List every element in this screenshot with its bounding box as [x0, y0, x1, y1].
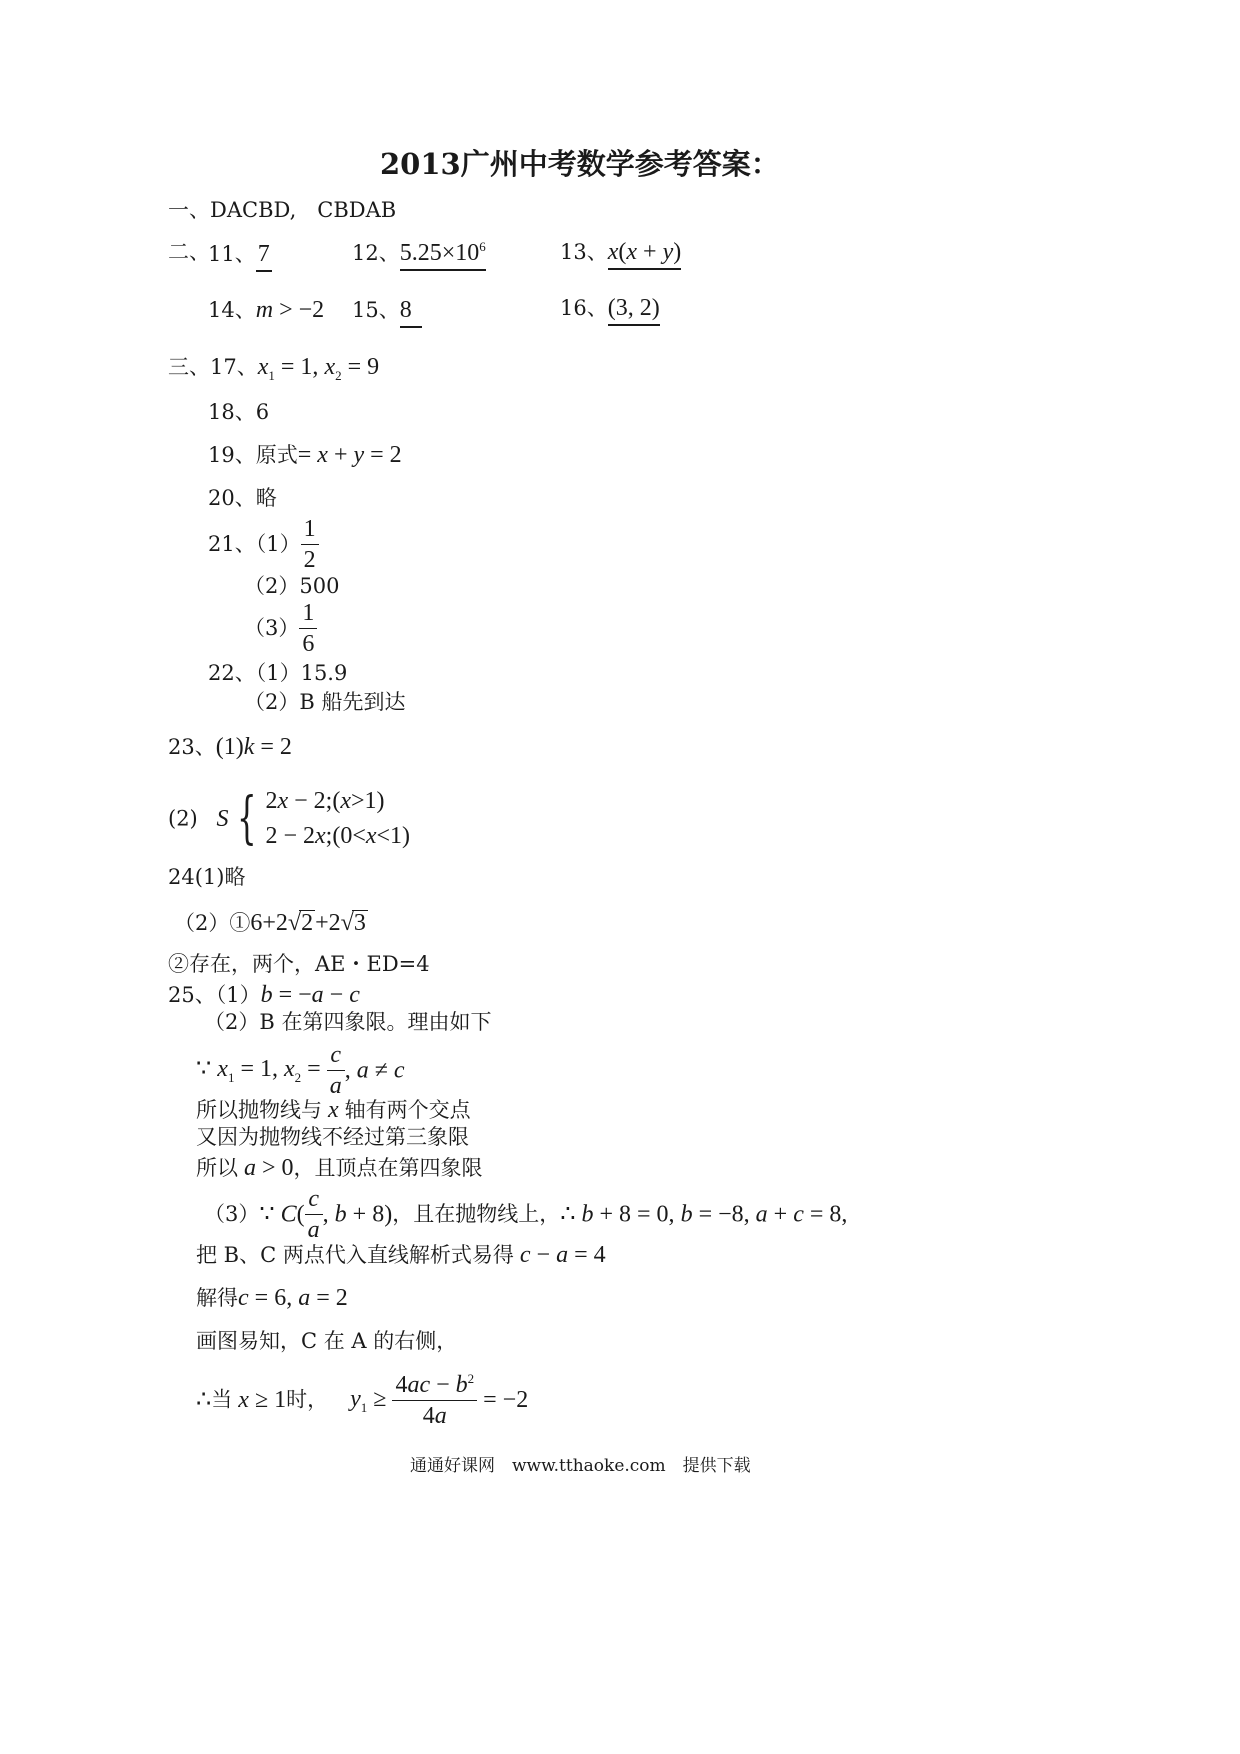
answer-21-2: （2）500	[244, 574, 340, 598]
answer-25-2-line-2: 又因为抛物线不经过第三象限	[196, 1125, 469, 1149]
section-1: 一、DACBD, CBDAB	[168, 198, 397, 222]
answer-25-2-line-3: 所以 a > 0，且顶点在第四象限	[196, 1155, 483, 1181]
answer-24-2-2: ②存在，两个，AE・ED=4	[168, 952, 430, 976]
answer-13: 13、x(x + y)	[560, 240, 681, 264]
answer-18: 18、6	[208, 400, 270, 424]
answer-22-2: （2）B 船先到达	[244, 690, 406, 714]
answer-23-1: 23、(1)k = 2	[168, 734, 292, 760]
answer-25-3-line-4: 画图易知，C 在 A 的右侧，	[196, 1329, 458, 1353]
answer-14: 14、m > −2	[208, 297, 325, 323]
answer-25-3-line-2: 把 B、C 两点代入直线解析式易得 c − a = 4	[196, 1242, 606, 1268]
answer-25-1: 25、（1）b = −a − c	[168, 982, 360, 1008]
answer-24-1: 24(1)略	[168, 865, 246, 889]
answer-16: 16、(3, 2)	[560, 296, 660, 320]
answer-25-2-roots: ∵ $x_1 = 1$, $x_2$ = $\frac{c}{a}$ , a ≠ c	[196, 1042, 405, 1099]
footer: 通通好课网 www.tthaoke.com 提供下载	[410, 1456, 751, 1476]
section-2-label: 二、	[168, 240, 210, 264]
answer-15: 15、8	[352, 298, 422, 322]
answer-25-3-line-3: 解得c = 6, a = 2	[196, 1285, 348, 1311]
answer-21-3: （3） $\frac{1}{6}$	[244, 601, 317, 656]
answer-25-2-line-1: 所以抛物线与 x 轴有两个交点	[196, 1097, 471, 1123]
answer-12: 12、$5.25\times 10^6$	[352, 240, 486, 265]
answer-25-3-line-5: ∴当 x ≥ 1时， $y_1$ ≥ $\frac{4ac - b^2}{4a}$ = −2	[196, 1371, 529, 1429]
answer-17: 三、17、$x_1 = 1$, $x_2 = 9$	[168, 354, 380, 383]
answer-21-1: 21、（1） $\frac{1}{2}$	[208, 517, 319, 572]
answer-20: 20、略	[208, 486, 277, 510]
answer-22-1: 22、（1）15.9	[208, 661, 348, 685]
answer-24-2-1: （2）①6+2√2+2√3	[174, 910, 366, 936]
answer-25-2: （2）B 在第四象限。理由如下	[204, 1010, 492, 1034]
answer-19: 19、原式= x + y = 2	[208, 442, 402, 468]
answer-23-2: (2) S { 2x − 2;(x>1) 2 − 2x;(0<x<1)	[168, 786, 411, 851]
page-title: 2013广州中考数学参考答案：	[380, 147, 780, 181]
answer-25-3: （3）∵ C( $\frac{c}{a}$ , b + 8)，且在抛物线上，∴ b + 8 = 0, b = −8, a + c = 8,	[204, 1186, 848, 1243]
answer-11: 11、7	[208, 242, 272, 266]
